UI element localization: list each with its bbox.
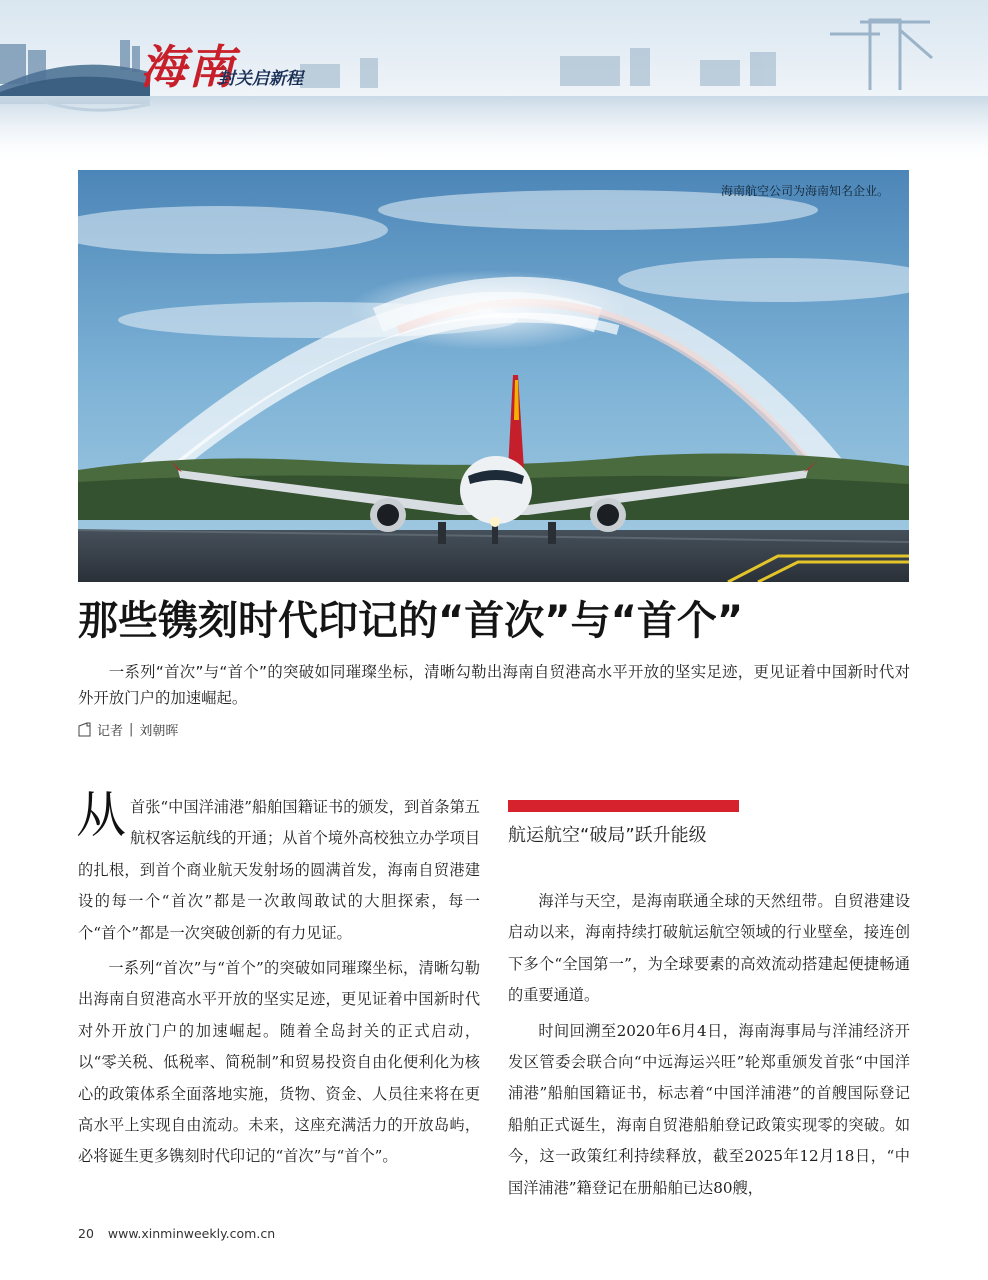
left-column	[76, 786, 480, 1173]
page-footer	[78, 1226, 275, 1241]
brand-hainan: 海南	[140, 40, 236, 94]
right-paragraph-1: 海洋与天空，是海南联通全球的天然纽带。自贸港建设启动以来，海南持续打破航运航空领域的行业壁垒，接连创下多个“全国第一”，为全球要素的高效流动搭建起便捷畅通的重要通道。	[508, 892, 910, 1005]
right-column	[508, 790, 910, 1204]
site-url: www.xinminweekly.com.cn	[107, 1226, 276, 1241]
byline	[78, 720, 178, 739]
article-headline: 那些镌刻时代印记的“首次”与“首个”	[78, 598, 744, 644]
left-paragraph-2: 一系列“首次”与“首个”的突破如同璀璨坐标，清晰勾勒出海南自贸港高水平开放的坚实足迹，更见证着中国新时代对外开放门户的加速崛起。随着全岛封关的正式启动，以“零关税、低税率、简税制”和贸易投资自由化便利化为核心的政策体系全面落地实施，货物、资金、人员往来将在更高水平上实现自由流动。未来，这座充满活力的开放岛屿，必将诞生更多镌刻时代印记的“首次”与“首个”。	[78, 959, 480, 1166]
photo-caption: 海南航空公司为海南知名企业。	[720, 184, 889, 198]
byline-separator: |	[129, 722, 134, 737]
byline-author: 刘朝晖	[139, 724, 179, 739]
pen-icon	[78, 722, 91, 737]
hero-photo	[78, 170, 909, 582]
airplane-water-salute-image	[78, 170, 909, 582]
article-deck: 一系列“首次”与“首个”的突破如同璀璨坐标，清晰勾勒出海南自贸港高水平开放的坚实足迹，更见证着中国新时代对外开放门户的加速崛起。	[78, 663, 910, 707]
section-subhead: 航运航空“破局”跃升能级	[508, 825, 707, 846]
right-paragraph-2: 时间回溯至2020年6月4日，海南海事局与洋浦经济开发区管委会联合向“中远海运兴旺”轮郑重颁发首张“中国洋浦港”船舶国籍证书，标志着“中国洋浦港”的首艘国际登记船舶正式诞生，海南自贸港船舶登记政策实现零的突破。如今，这一政策红利持续释放，截至2025年12月18日，“中国洋浦港”籍登记在册船舶已达80艘，	[508, 1021, 910, 1197]
page-number: 20	[78, 1226, 94, 1241]
header-banner	[0, 0, 988, 160]
drop-cap: 从	[76, 786, 126, 844]
section-title: 封关启新程	[218, 69, 303, 89]
section-rule	[508, 800, 739, 812]
byline-label: 记者	[97, 724, 124, 739]
left-paragraph-1-text: 首张“中国洋浦港”船舶国籍证书的颁发，到首条第五航权客运航线的开通；从首个境外高校独立办学项目的扎根，到首个商业航天发射场的圆满首发，海南自贸港建设的每一个“首次”都是一次敢闯敢试的大胆探索，每一个“首个”都是一次突破创新的有力见证。	[78, 798, 480, 942]
left-paragraph-1	[76, 786, 480, 949]
